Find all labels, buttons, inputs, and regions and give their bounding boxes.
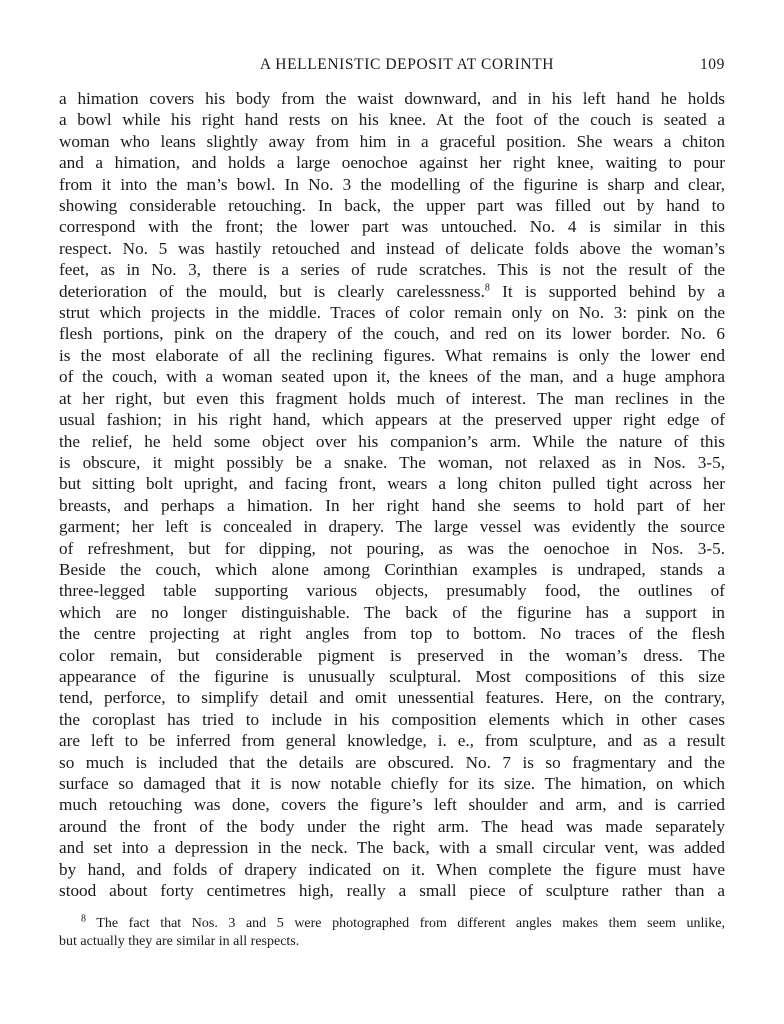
- body-line: is obscure, it might possibly be a snake. The woman, not relaxed as in Nos. 3-5,: [59, 452, 725, 472]
- footnote: [59, 915, 725, 951]
- body-line: surface so damaged that it is now notable chiefly for its size. The himation, on which: [59, 774, 725, 793]
- body-line: color remain, but considerable pigment is preserved in the woman’s dress. The: [59, 645, 725, 665]
- body-line: Beside the couch, which alone among Corinthian examples is undraped, stands a: [59, 559, 725, 579]
- body-line-part: It is supported behind by a: [489, 281, 726, 301]
- body-line: a himation covers his body from the waist downward, and in his left hand he holds: [59, 89, 725, 108]
- footnote-reference[interactable]: 8: [484, 281, 490, 293]
- body-line: around the front of the body under the right arm. The head was made separately: [59, 816, 725, 836]
- body-line: which are no longer distinguishable. The back of the figurine has a support in: [59, 602, 725, 622]
- body-line: a bowl while his right hand rests on his knee. At the foot of the couch is seated a: [59, 110, 725, 130]
- body-line: stood about forty centimetres high, really a small piece of sculpture rather than a: [59, 881, 725, 901]
- body-line: appearance of the figurine is unusually sculptural. Most compositions of this size: [59, 666, 725, 686]
- body-text: [59, 88, 725, 901]
- running-title: A HELLENISTIC DEPOSIT AT CORINTH: [259, 56, 555, 73]
- body-line: garment; her left is concealed in drapery. The large vessel was evidently the source: [59, 517, 725, 537]
- body-line: by hand, and folds of drapery indicated on it. When complete the figure must have: [59, 859, 725, 879]
- body-line: so much is included that the details are obscured. No. 7 is so fragmentary and the: [59, 752, 725, 772]
- body-line: breasts, and perhaps a himation. In her right hand she seems to hold part of her: [59, 495, 725, 515]
- body-line: usual fashion; in his right hand, which appears at the preserved upper right edge of: [59, 410, 725, 430]
- footnote-text: The fact that Nos. 3 and 5 were photographed from different angles makes them seem unlike,: [86, 916, 725, 932]
- running-head: [59, 56, 725, 82]
- body-line: woman who leans slightly away from him in a graceful position. She wears a chiton: [59, 131, 725, 151]
- body-line: and a himation, and holds a large oenochoe against her right knee, waiting to pour: [59, 153, 725, 173]
- footnote-line: but actually they are similar in all respects.: [59, 934, 300, 950]
- body-line: the coroplast has tried to include in his composition elements which in other cases: [59, 709, 725, 729]
- body-line: flesh portions, pink on the drapery of the couch, and red on its lower border. No. 6: [59, 324, 725, 344]
- body-line: the centre projecting at right angles from top to bottom. No traces of the flesh: [59, 624, 725, 644]
- body-line-part: deterioration of the mould, but is clearly carelessness.: [59, 281, 485, 301]
- body-line: are left to be inferred from general knowledge, i. e., from sculpture, and as a result: [59, 731, 725, 751]
- body-line: correspond with the front; the lower part was untouched. No. 4 is similar in this: [59, 217, 725, 237]
- body-line: at her right, but even this fragment holds much of interest. The man reclines in the: [59, 388, 725, 408]
- page: [59, 56, 725, 951]
- body-line: respect. No. 5 was hastily retouched and instead of delicate folds above the woman’s: [59, 238, 725, 258]
- body-line: from it into the man’s bowl. In No. 3 the modelling of the figurine is sharp and clear,: [59, 174, 725, 194]
- body-line: showing considerable retouching. In back, the upper part was filled out by hand to: [59, 196, 725, 216]
- footnote-marker: 8: [81, 913, 86, 925]
- footnote-line: [59, 915, 725, 933]
- body-line: of refreshment, but for dipping, not pouring, as was the oenochoe in Nos. 3-5.: [59, 538, 725, 558]
- body-line: the relief, he held some object over his companion’s arm. While the nature of this: [59, 431, 725, 451]
- body-line: and set into a depression in the neck. The back, with a small circular vent, was added: [59, 838, 725, 858]
- body-line: strut which projects in the middle. Traces of color remain only on No. 3: pink on the: [59, 303, 725, 323]
- body-line: three-legged table supporting various objects, presumably food, the outlines of: [59, 581, 725, 601]
- body-line-with-footnote-ref: [59, 281, 725, 302]
- body-line: tend, perforce, to simplify detail and omit unessential features. Here, on the contrary,: [59, 688, 725, 708]
- body-line: feet, as in No. 3, there is a series of rude scratches. This is not the result of the: [59, 260, 725, 280]
- body-line: of the couch, with a woman seated upon it, the knees of the man, and a huge amphora: [59, 367, 725, 387]
- body-line: but sitting bolt upright, and facing front, wears a long chiton pulled tight across her: [59, 474, 725, 494]
- body-line: is the most elaborate of all the reclining figures. What remains is only the lower end: [59, 345, 725, 365]
- page-number: 109: [699, 56, 725, 73]
- body-line: much retouching was done, covers the figure’s left shoulder and arm, and is carried: [59, 795, 725, 815]
